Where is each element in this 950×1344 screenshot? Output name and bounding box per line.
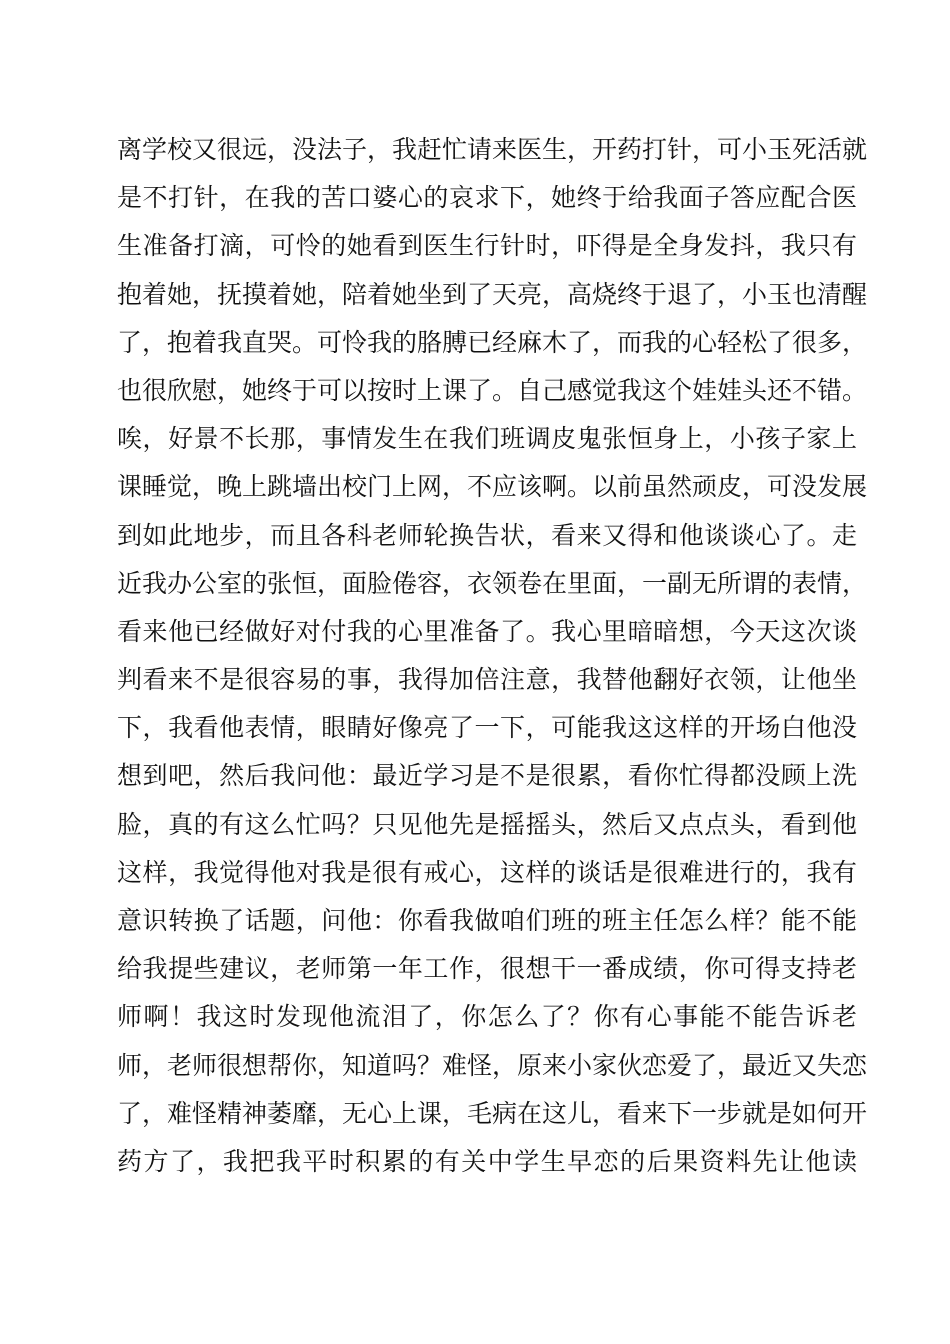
text-line: 是不打针，在我的苦口婆心的哀求下，她终于给我面子答应配合医 bbox=[117, 183, 857, 213]
text-line: 给我提些建议，老师第一年工作，很想干一番成绩，你可得支持老 bbox=[117, 954, 857, 984]
text-line: 也很欣慰，她终于可以按时上课了。自己感觉我这个娃娃头还不错。 bbox=[117, 375, 868, 405]
text-line: 唉，好景不长那，事情发生在我们班调皮鬼张恒身上，小孩子家上 bbox=[117, 424, 857, 454]
text-line: 师，老师很想帮你，知道吗？难怪，原来小家伙恋爱了，最近又失恋 bbox=[117, 1050, 868, 1080]
text-line: 脸，真的有这么忙吗？只见他先是摇摇头，然后又点点头，看到他 bbox=[117, 809, 857, 839]
text-line: 看来他已经做好对付我的心里准备了。我心里暗暗想，今天这次谈 bbox=[117, 616, 857, 646]
text-line: 离学校又很远，没法子，我赶忙请来医生，开药打针，可小玉死活就 bbox=[117, 135, 868, 164]
text-line: 师啊！我这时发现他流泪了，你怎么了？你有心事能不能告诉老 bbox=[117, 1002, 857, 1032]
text-line: 下，我看他表情，眼睛好像亮了一下，可能我这这样的开场白他没 bbox=[117, 713, 857, 743]
text-line: 了，难怪精神萎靡，无心上课，毛病在这儿，看来下一步就是如何开 bbox=[117, 1098, 868, 1128]
text-line: 判看来不是很容易的事，我得加倍注意，我替他翻好衣领，让他坐 bbox=[117, 665, 857, 695]
text-line: 近我办公室的张恒，面脸倦容，衣领卷在里面，一副无所谓的表情， bbox=[117, 568, 868, 598]
text-line: 生准备打滴，可怜的她看到医生行针时，吓得是全身发抖，我只有 bbox=[117, 231, 857, 261]
text-line: 了，抱着我直哭。可怜我的胳膊已经麻木了，而我的心轻松了很多， bbox=[117, 327, 868, 357]
body-text bbox=[117, 126, 868, 1186]
text-line: 想到吧，然后我问他：最近学习是不是很累，看你忙得都没顾上洗 bbox=[117, 761, 857, 791]
text-line: 意识转换了话题，问他：你看我做咱们班的班主任怎么样？能不能 bbox=[117, 906, 857, 935]
text-line: 课睡觉，晚上跳墙出校门上网，不应该啊。以前虽然顽皮，可没发展 bbox=[117, 472, 868, 502]
text-line: 到如此地步，而且各科老师轮换告状，看来又得和他谈谈心了。走 bbox=[117, 520, 857, 550]
text-line: 抱着她，抚摸着她，陪着她坐到了天亮，高烧终于退了，小玉也清醒 bbox=[117, 279, 868, 309]
text-line: 这样，我觉得他对我是很有戒心，这样的谈话是很难进行的，我有 bbox=[117, 857, 857, 887]
text-line: 药方了，我把我平时积累的有关中学生早恋的后果资料先让他读 bbox=[117, 1146, 857, 1176]
